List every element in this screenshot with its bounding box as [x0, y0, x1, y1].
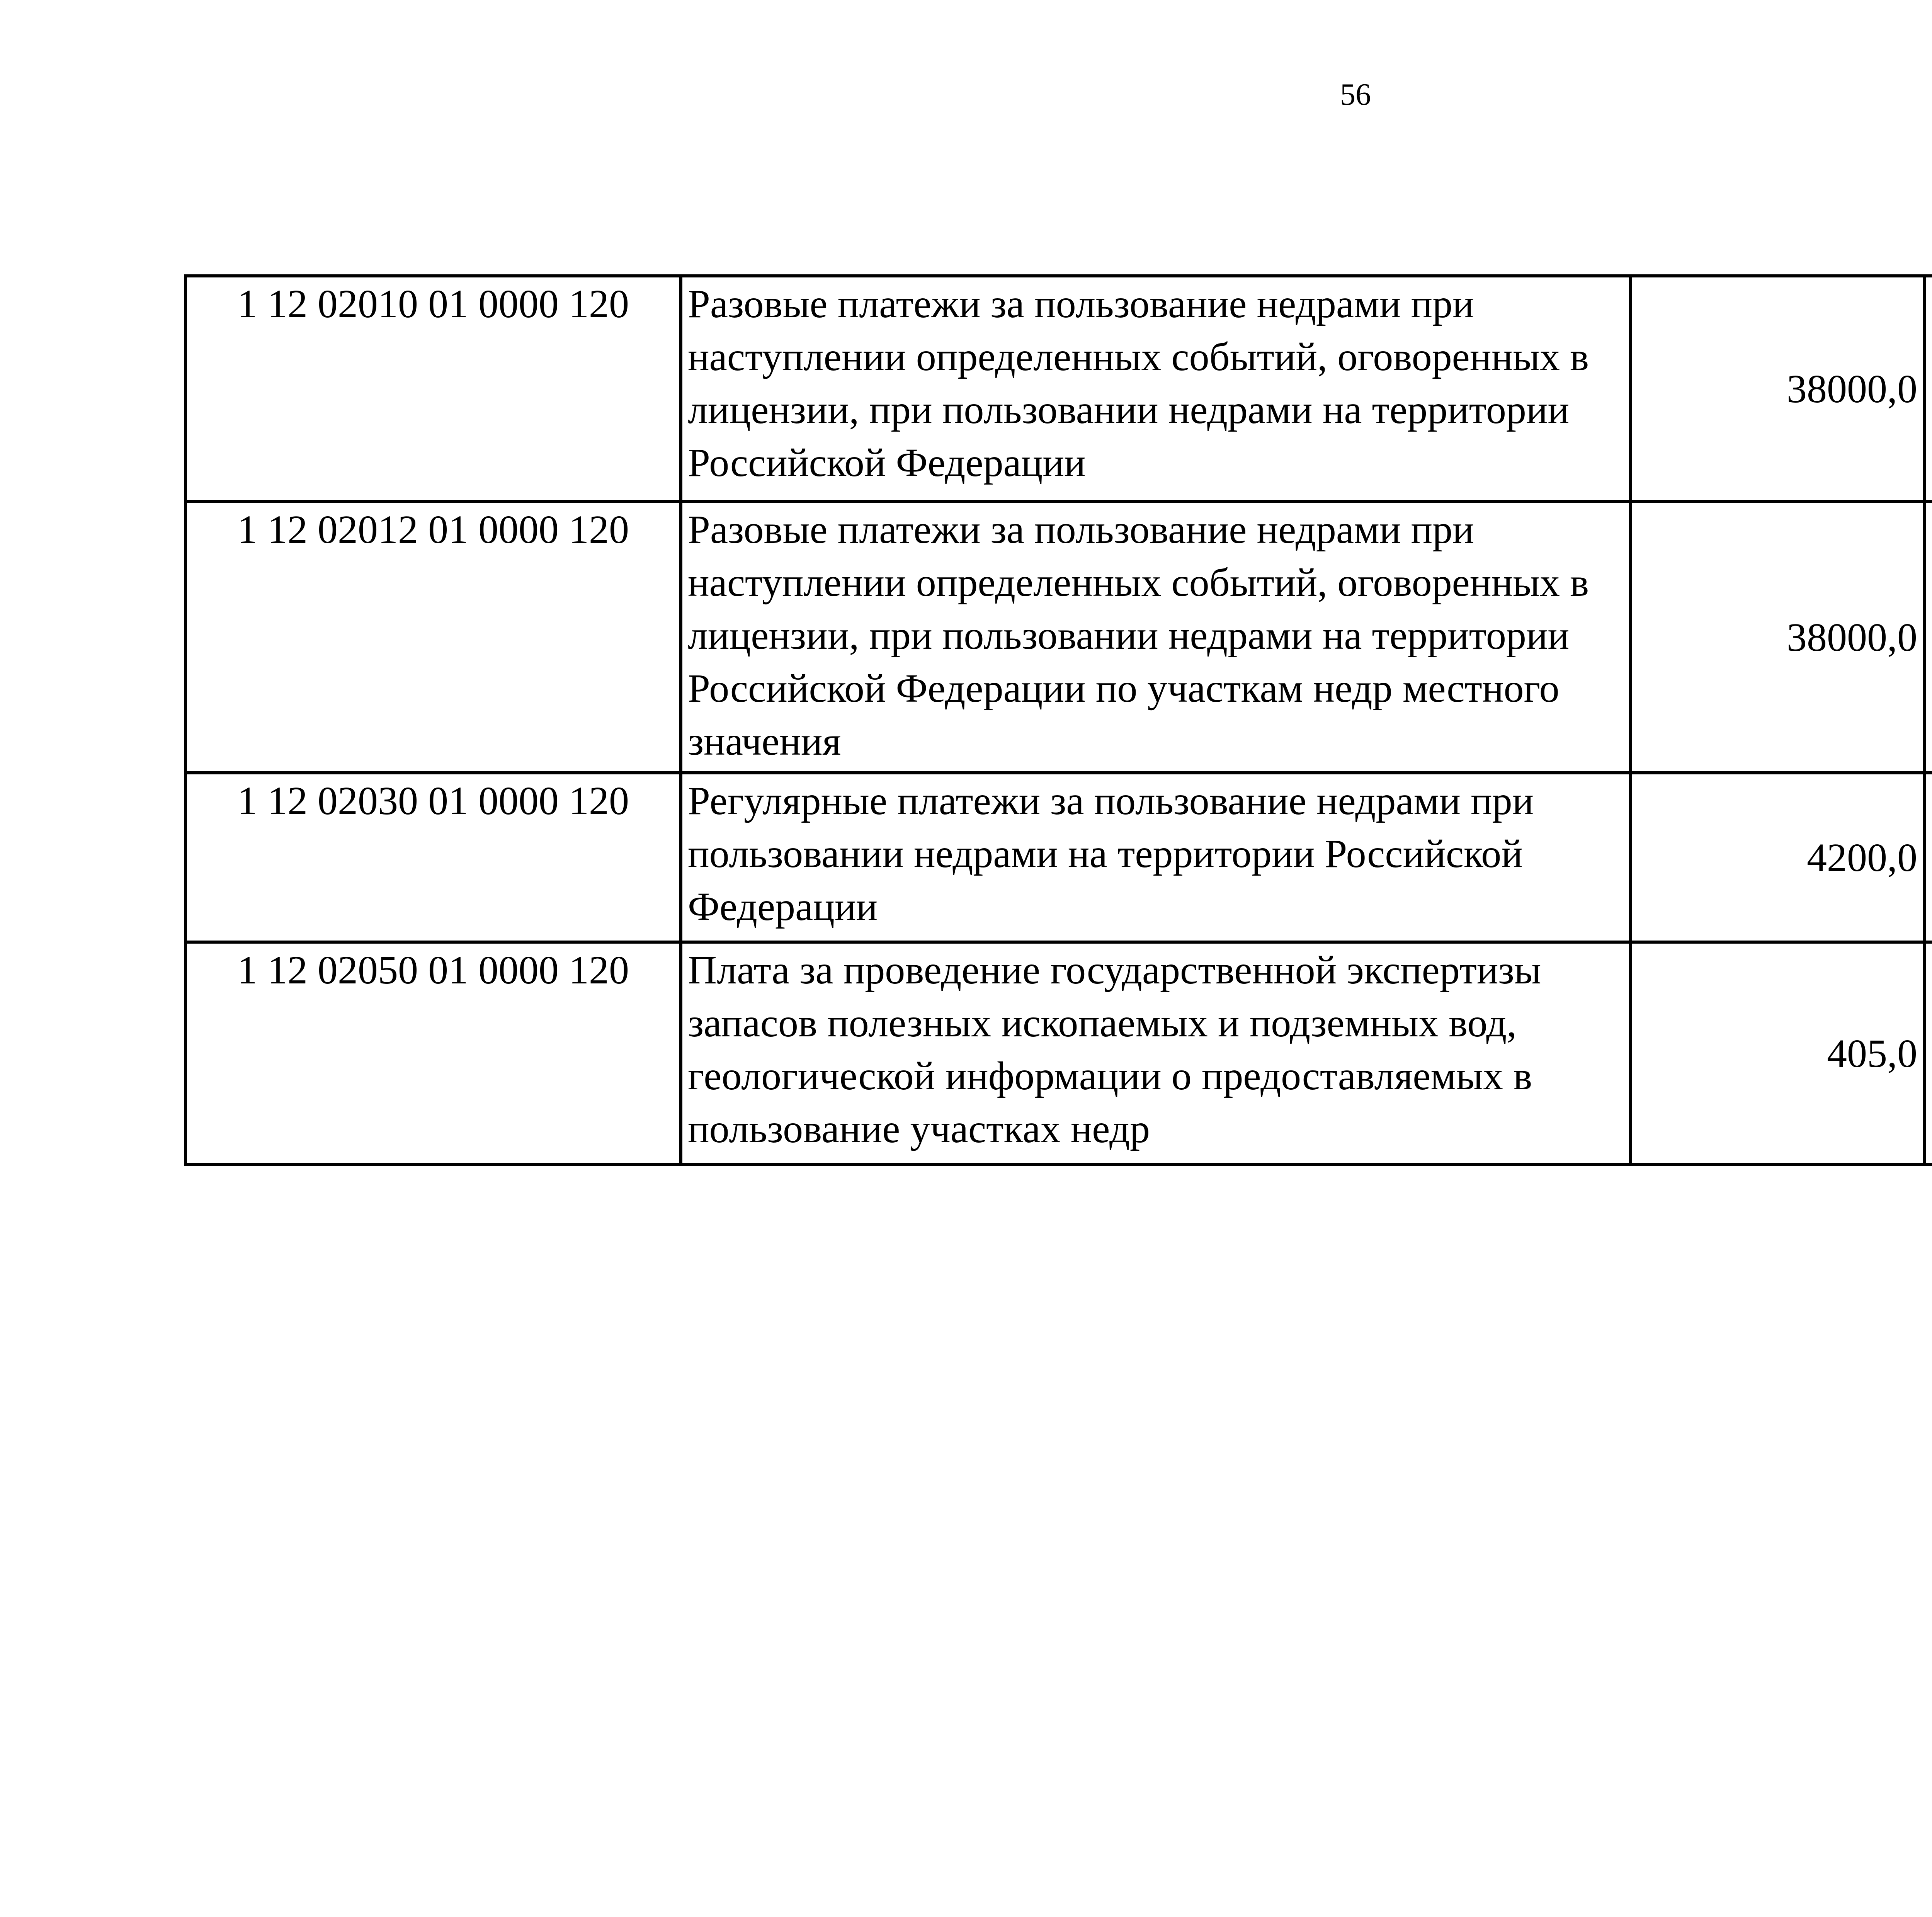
page-number: 56 — [1340, 78, 1371, 112]
amount-year-2 — [1924, 502, 1932, 773]
amount-year-1: 38000,0 — [1631, 502, 1924, 773]
revenue-description: Регулярные платежи за пользование недрами при пользовании недрами на территории Российской Федерации — [681, 773, 1631, 942]
budget-code: 1 12 02050 01 0000 120 — [185, 942, 681, 1165]
budget-code: 1 12 02012 01 0000 120 — [185, 502, 681, 773]
amount-year-2 — [1924, 276, 1932, 502]
revenue-description: Разовые платежи за пользование недрами при наступлении определенных событий, оговоренных в лицензии, при пользовании недрами на территории Российской Федерации по участкам недр местного значения — [681, 502, 1631, 773]
budget-revenue-table — [184, 274, 1932, 1166]
table-row — [185, 942, 1932, 1165]
amount-year-2 — [1924, 773, 1932, 942]
amount-year-1: 4200,0 — [1631, 773, 1924, 942]
amount-year-1: 405,0 — [1631, 942, 1924, 1165]
revenue-description: Плата за проведение государственной экспертизы запасов полезных ископаемых и подземных вод, геологической информации о предоставляемых в пользование участках недр — [681, 942, 1631, 1165]
amount-year-1: 38000,0 — [1631, 276, 1924, 502]
revenue-description: Разовые платежи за пользование недрами при наступлении определенных событий, оговоренных в лицензии, при пользовании недрами на территории Российской Федерации — [681, 276, 1631, 502]
budget-code: 1 12 02030 01 0000 120 — [185, 773, 681, 942]
budget-code: 1 12 02010 01 0000 120 — [185, 276, 681, 502]
table-row — [185, 276, 1932, 502]
table-row — [185, 773, 1932, 942]
amount-year-2 — [1924, 942, 1932, 1165]
table-row — [185, 502, 1932, 773]
